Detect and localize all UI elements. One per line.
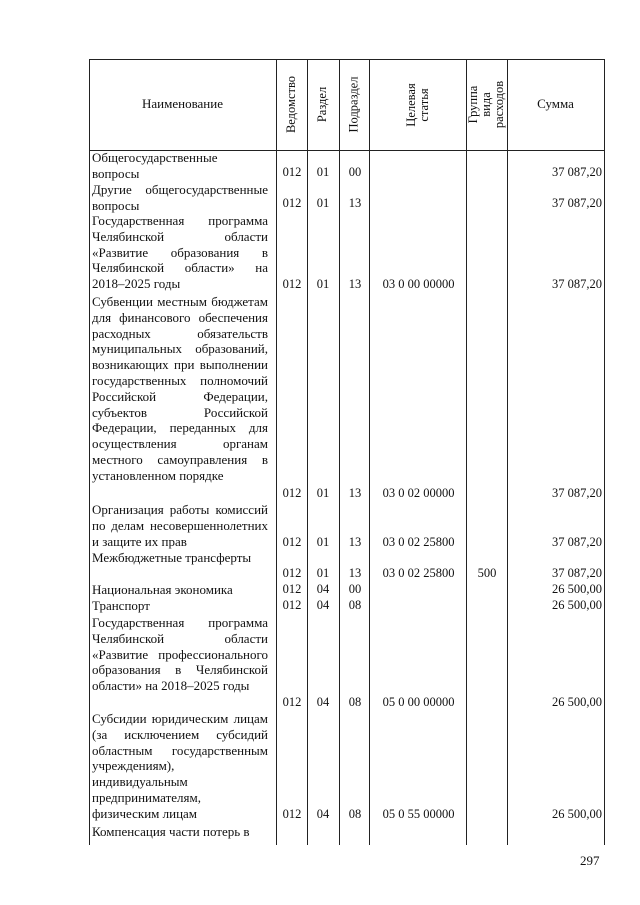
row-podrazdel: 08 <box>348 807 362 821</box>
row-vedomstvo: 012 <box>282 277 302 291</box>
row-vedomstvo: 012 <box>282 807 302 821</box>
col-border-pod <box>339 59 340 845</box>
col-border-left <box>89 59 90 845</box>
row-vedomstvo: 012 <box>282 695 302 709</box>
row-name: Другие общегосударственные вопросы <box>92 182 268 213</box>
row-summa: 37 087,20 <box>552 196 602 210</box>
header-gruppa-vida-rashodov: Группа вида расходов <box>466 80 507 129</box>
row-name: Организация работы комиссий по делам несовершеннолетних и защите их прав <box>92 502 268 549</box>
row-razdel: 04 <box>316 598 330 612</box>
row-celevaya-statya: 03 0 02 00000 <box>382 486 455 500</box>
row-name: Национальная экономика <box>92 582 233 597</box>
row-summa: 37 087,20 <box>552 535 602 549</box>
row-summa: 26 500,00 <box>552 582 602 596</box>
col-border-razd <box>307 59 308 845</box>
row-podrazdel: 08 <box>348 695 362 709</box>
row-summa: 26 500,00 <box>552 695 602 709</box>
row-podrazdel: 13 <box>348 535 362 549</box>
row-razdel: 01 <box>316 196 330 210</box>
header-name: Наименование <box>142 96 223 111</box>
row-name: Компенсация части потерь в <box>92 824 250 839</box>
row-vedomstvo: 012 <box>282 598 302 612</box>
row-name: Государственная программа Челябинской области «Развитие профессионального образования в Челябинской области» на 2018–2025 годы <box>92 615 268 694</box>
row-razdel: 01 <box>316 486 330 500</box>
row-razdel: 01 <box>316 277 330 291</box>
row-podrazdel: 00 <box>348 165 362 179</box>
row-razdel: 01 <box>316 566 330 580</box>
row-vedomstvo: 012 <box>282 566 302 580</box>
row-celevaya-statya: 03 0 02 25800 <box>382 566 455 580</box>
row-vedomstvo: 012 <box>282 486 302 500</box>
row-celevaya-statya: 03 0 00 00000 <box>382 277 455 291</box>
row-podrazdel: 08 <box>348 598 362 612</box>
row-name: Общегосударственные вопросы <box>92 150 218 181</box>
row-summa: 37 087,20 <box>552 566 602 580</box>
row-podrazdel: 13 <box>348 277 362 291</box>
row-summa: 37 087,20 <box>552 486 602 500</box>
page-number: 297 <box>580 853 600 868</box>
col-border-right <box>604 59 605 845</box>
row-name: Субвенции местным бюджетам для финансового обеспечения расходных обязательств муниципальных образований, возникающих при выполнении государственных полномочий Российской Федерации, субъектов Российской Федерации, переданных для осуществления органам местного самоуправления в установленном порядке <box>92 294 268 483</box>
col-border-grp <box>466 59 467 845</box>
header-vedomstvo: Ведомство <box>284 75 298 134</box>
row-vedomstvo: 012 <box>282 196 302 210</box>
row-razdel: 04 <box>316 807 330 821</box>
row-podrazdel: 13 <box>348 566 362 580</box>
row-razdel: 04 <box>316 582 330 596</box>
row-podrazdel: 00 <box>348 582 362 596</box>
row-summa: 37 087,20 <box>552 165 602 179</box>
row-name: Субсидии юридическим лицам (за исключением субсидий областным государственным учреждениям), индивидуальным предпринимателям, физическим лицам <box>92 711 268 821</box>
row-vedomstvo: 012 <box>282 165 302 179</box>
header-summa: Сумма <box>537 96 574 111</box>
row-celevaya-statya: 05 0 00 00000 <box>382 695 455 709</box>
row-summa: 26 500,00 <box>552 598 602 612</box>
row-name: Транспорт <box>92 598 150 613</box>
row-razdel: 01 <box>316 165 330 179</box>
row-name: Межбюджетные трансферты <box>92 550 252 565</box>
col-border-ved <box>276 59 277 845</box>
header-podrazdel: Подраздел <box>346 76 361 133</box>
row-name: Государственная программа Челябинской области «Развитие образования в Челябинской области» на 2018–2025 годы <box>92 213 268 292</box>
row-celevaya-statya: 05 0 55 00000 <box>382 807 455 821</box>
row-summa: 37 087,20 <box>552 277 602 291</box>
row-vedomstvo: 012 <box>282 582 302 596</box>
header-razdel: Раздел <box>315 86 330 123</box>
row-podrazdel: 13 <box>348 196 362 210</box>
col-border-cel <box>369 59 370 845</box>
row-gruppa-vida-rashodov: 500 <box>477 566 497 580</box>
row-razdel: 04 <box>316 695 330 709</box>
row-summa: 26 500,00 <box>552 807 602 821</box>
row-celevaya-statya: 03 0 02 25800 <box>382 535 455 549</box>
row-razdel: 01 <box>316 535 330 549</box>
header-celevaya-statya: Целевая статья <box>403 82 431 127</box>
row-vedomstvo: 012 <box>282 535 302 549</box>
row-podrazdel: 13 <box>348 486 362 500</box>
